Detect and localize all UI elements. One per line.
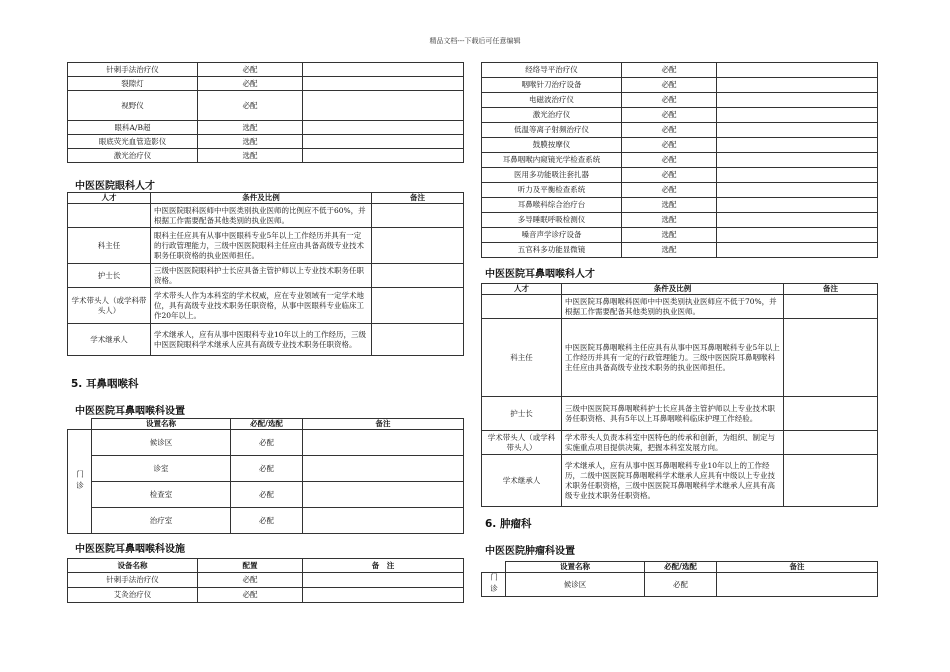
note-cell <box>303 91 464 121</box>
tumor-setting-table <box>481 561 878 597</box>
config-value: 必配 <box>231 482 303 508</box>
equipment-name: 艾灸治疗仪 <box>68 588 198 603</box>
equipment-name: 激光治疗仪 <box>482 108 622 123</box>
table-row <box>482 78 878 93</box>
table-row <box>68 135 464 149</box>
note-cell <box>372 204 464 228</box>
note-cell <box>717 108 878 123</box>
setting-name: 候诊区 <box>506 573 645 597</box>
table-row <box>68 588 464 603</box>
note-cell <box>717 138 878 153</box>
section-title-tumor: 6. 肿瘤科 <box>485 518 532 530</box>
note-cell <box>784 397 878 431</box>
talent-condition: 眼科主任应具有从事中医眼科专业5年以上工作经历并具有一定的行政管理能力，三级中医医院眼科主任应由具备高级专业技术职务任职资格的执业医师担任。 <box>151 228 372 264</box>
talent-role <box>68 204 151 228</box>
talent-role: 科主任 <box>482 319 562 397</box>
talent-role: 护士长 <box>68 264 151 288</box>
note-cell <box>303 508 464 534</box>
config-value: 必配 <box>198 77 303 91</box>
config-value: 必配 <box>622 108 717 123</box>
setting-name: 检查室 <box>92 482 231 508</box>
equipment-name: 耳鼻喉科综合治疗台 <box>482 198 622 213</box>
table-row <box>68 430 464 456</box>
equipment-name: 眼底荧光血管造影仪 <box>68 135 198 149</box>
ent-facility-title: 中医医院耳鼻咽喉科设施 <box>75 544 185 555</box>
note-cell <box>303 121 464 135</box>
table-row <box>68 264 464 288</box>
ent-setting-title: 中医医院耳鼻咽喉科设置 <box>75 406 185 417</box>
equipment-name: 耳鼻咽喉内窥镜光学检查系统 <box>482 153 622 168</box>
table-row <box>482 183 878 198</box>
setting-name: 治疗室 <box>92 508 231 534</box>
config-value: 必配 <box>198 63 303 77</box>
equipment-name: 电磁波治疗仪 <box>482 93 622 108</box>
ent-equipment-table <box>481 62 878 258</box>
table-row <box>68 482 464 508</box>
col-header-required: 必配/选配 <box>645 562 717 573</box>
note-cell <box>717 213 878 228</box>
config-value: 必配 <box>198 91 303 121</box>
note-cell <box>372 324 464 356</box>
talent-role: 学术带头人（或学科带头人） <box>68 288 151 324</box>
config-value: 必配 <box>622 78 717 93</box>
eye-talent-table <box>67 192 464 356</box>
talent-condition: 三级中医医院眼科护士长应具备主管护师以上专业技术职务任职资格。 <box>151 264 372 288</box>
talent-role: 学术继承人 <box>482 455 562 507</box>
config-value: 必配 <box>622 93 717 108</box>
col-header-note: 备注 <box>303 419 464 430</box>
table-row <box>482 455 878 507</box>
config-value: 必配 <box>622 63 717 78</box>
table-row <box>68 508 464 534</box>
config-value: 选配 <box>198 121 303 135</box>
table-row <box>482 93 878 108</box>
table-row <box>68 91 464 121</box>
table-row <box>482 198 878 213</box>
talent-condition: 学术继承人，应有从事中医眼科专业10年以上的工作经历，三级中医医院眼科学术继承人应具有高级专业技术职务任职资格。 <box>151 324 372 356</box>
col-header-note: 备注 <box>372 193 464 204</box>
talent-condition: 中医医院耳鼻咽喉科主任应具有从事中医耳鼻咽喉科专业5年以上工作经历并具有一定的行政管理能力。三级中医医院耳鼻咽喉科主任应由具备高级专业技术职务的执业医师担任。 <box>562 319 784 397</box>
table-row <box>68 204 464 228</box>
table-row <box>482 123 878 138</box>
ent-talent-table <box>481 283 878 507</box>
section-title-ent: 5. 耳鼻咽喉科 <box>71 378 139 390</box>
note-cell <box>717 78 878 93</box>
table-row <box>482 573 878 597</box>
ent-facility-table <box>67 558 464 603</box>
table-row <box>482 168 878 183</box>
talent-role: 学术带头人（或学科带头人） <box>482 431 562 455</box>
note-cell <box>717 198 878 213</box>
table-row <box>482 431 878 455</box>
note-cell <box>372 228 464 264</box>
equipment-name: 嗓音声学诊疗设备 <box>482 228 622 243</box>
equipment-name: 低温等离子射频治疗仪 <box>482 123 622 138</box>
setting-name: 诊室 <box>92 456 231 482</box>
note-cell <box>303 456 464 482</box>
eye-equipment-table <box>67 62 464 163</box>
group-label: 门诊 <box>482 573 506 597</box>
equipment-name: 多导睡眠呼吸检测仪 <box>482 213 622 228</box>
col-header-condition: 条件及比例 <box>562 284 784 295</box>
equipment-name: 针刺手法治疗仪 <box>68 63 198 77</box>
col-header-talent: 人才 <box>482 284 562 295</box>
note-cell <box>784 295 878 319</box>
equipment-name: 针刺手法治疗仪 <box>68 573 198 588</box>
talent-condition: 学术带头人负责本科室中医特色的传承和创新，为组织、制定与实施重点项目提供决策，把握本科室发展方向。 <box>562 431 784 455</box>
note-cell <box>717 228 878 243</box>
note-cell <box>372 264 464 288</box>
config-value: 选配 <box>622 213 717 228</box>
config-value: 选配 <box>198 149 303 163</box>
note-cell <box>717 243 878 258</box>
table-row <box>68 456 464 482</box>
col-header-condition: 条件及比例 <box>151 193 372 204</box>
table-row <box>482 213 878 228</box>
eye-talent-title: 中医医院眼科人才 <box>75 181 155 192</box>
note-cell <box>717 123 878 138</box>
col-header-note: 备注 <box>784 284 878 295</box>
blank-header-cell <box>482 562 506 573</box>
note-cell <box>717 183 878 198</box>
col-header-setting-name: 设置名称 <box>92 419 231 430</box>
note-cell <box>717 153 878 168</box>
table-row <box>482 243 878 258</box>
note-cell <box>303 135 464 149</box>
table-row <box>482 63 878 78</box>
col-header-talent: 人才 <box>68 193 151 204</box>
equipment-name: 医用多功能吸注套扎器 <box>482 168 622 183</box>
right-column <box>481 62 878 258</box>
talent-role <box>482 295 562 319</box>
table-row <box>482 153 878 168</box>
equipment-name: 视野仪 <box>68 91 198 121</box>
table-row <box>68 573 464 588</box>
note-cell <box>784 319 878 397</box>
config-value: 必配 <box>622 138 717 153</box>
table-row <box>68 121 464 135</box>
col-header-note: 备注 <box>717 562 878 573</box>
note-cell <box>303 63 464 77</box>
table-row <box>482 397 878 431</box>
table-row <box>68 63 464 77</box>
talent-condition: 中医医院耳鼻咽喉科医师中中医类别执业医师应不低于70%，并根据工作需要配备其他类别的执业医师。 <box>562 295 784 319</box>
table-row <box>482 138 878 153</box>
equipment-name: 裂隙灯 <box>68 77 198 91</box>
note-cell <box>717 168 878 183</box>
col-header-equipment-name: 设备名称 <box>68 559 198 573</box>
note-cell <box>717 93 878 108</box>
config-value: 必配 <box>231 430 303 456</box>
table-row <box>68 288 464 324</box>
setting-name: 候诊区 <box>92 430 231 456</box>
talent-condition: 三级中医医院耳鼻咽喉科护士长应具备主管护师以上专业技术职务任职资格、具有5年以上耳鼻咽喉科临床护理工作经验。 <box>562 397 784 431</box>
table-row <box>68 324 464 356</box>
note-cell <box>303 482 464 508</box>
config-value: 必配 <box>622 168 717 183</box>
col-header-config: 配置 <box>198 559 303 573</box>
equipment-name: 激光治疗仪 <box>68 149 198 163</box>
note-cell <box>303 573 464 588</box>
equipment-name: 眼科A/B超 <box>68 121 198 135</box>
config-value: 必配 <box>645 573 717 597</box>
group-label: 门诊 <box>68 430 92 534</box>
equipment-name: 鼓膜按摩仪 <box>482 138 622 153</box>
note-cell <box>717 63 878 78</box>
config-value: 选配 <box>198 135 303 149</box>
table-row <box>68 77 464 91</box>
config-value: 选配 <box>622 198 717 213</box>
equipment-name: 五官科多功能显微镜 <box>482 243 622 258</box>
config-value: 必配 <box>198 588 303 603</box>
note-cell <box>717 573 878 597</box>
table-row <box>482 295 878 319</box>
note-cell <box>372 288 464 324</box>
note-cell <box>303 588 464 603</box>
config-value: 必配 <box>231 456 303 482</box>
note-cell <box>303 77 464 91</box>
talent-role: 护士长 <box>482 397 562 431</box>
equipment-name: 咽喉针刀治疗设备 <box>482 78 622 93</box>
col-header-note: 备 注 <box>303 559 464 573</box>
config-value: 选配 <box>622 228 717 243</box>
header-watermark: 精品文档---下载后可任意编辑 <box>429 37 521 45</box>
col-header-setting-name: 设置名称 <box>506 562 645 573</box>
talent-role: 科主任 <box>68 228 151 264</box>
tumor-setting-title: 中医医院肿瘤科设置 <box>485 546 575 557</box>
config-value: 必配 <box>231 508 303 534</box>
talent-condition: 中医医院眼科医师中中医类别执业医师的比例应不低于60%，并根据工作需要配备其他类别的执业医师。 <box>151 204 372 228</box>
table-row <box>482 319 878 397</box>
config-value: 必配 <box>198 573 303 588</box>
note-cell <box>784 455 878 507</box>
equipment-name: 听力及平衡检查系统 <box>482 183 622 198</box>
table-row <box>68 228 464 264</box>
table-row <box>482 228 878 243</box>
note-cell <box>784 431 878 455</box>
ent-setting-table <box>67 418 464 534</box>
table-row <box>68 149 464 163</box>
note-cell <box>303 149 464 163</box>
config-value: 必配 <box>622 183 717 198</box>
config-value: 选配 <box>622 243 717 258</box>
config-value: 必配 <box>622 153 717 168</box>
talent-condition: 学术带头人作为本科室的学术权威，应在专业领域有一定学术地位，具有高级专业技术职务任职资格，从事中医眼科专业临床工作20年以上。 <box>151 288 372 324</box>
config-value: 必配 <box>622 123 717 138</box>
note-cell <box>303 430 464 456</box>
blank-header-cell <box>68 419 92 430</box>
left-column <box>67 62 464 163</box>
ent-talent-title: 中医医院耳鼻咽喉科人才 <box>485 269 595 280</box>
talent-role: 学术继承人 <box>68 324 151 356</box>
talent-condition: 学术继承人，应有从事中医耳鼻咽喉科专业10年以上的工作经历，二级中医医院耳鼻咽喉科学术继承人应具有中级以上专业技术职务任职资格，三级中医医院耳鼻咽喉科学术继承人应具有高级专业技术职务任职资格。 <box>562 455 784 507</box>
table-row <box>482 108 878 123</box>
equipment-name: 经络导平治疗仪 <box>482 63 622 78</box>
col-header-required: 必配/选配 <box>231 419 303 430</box>
